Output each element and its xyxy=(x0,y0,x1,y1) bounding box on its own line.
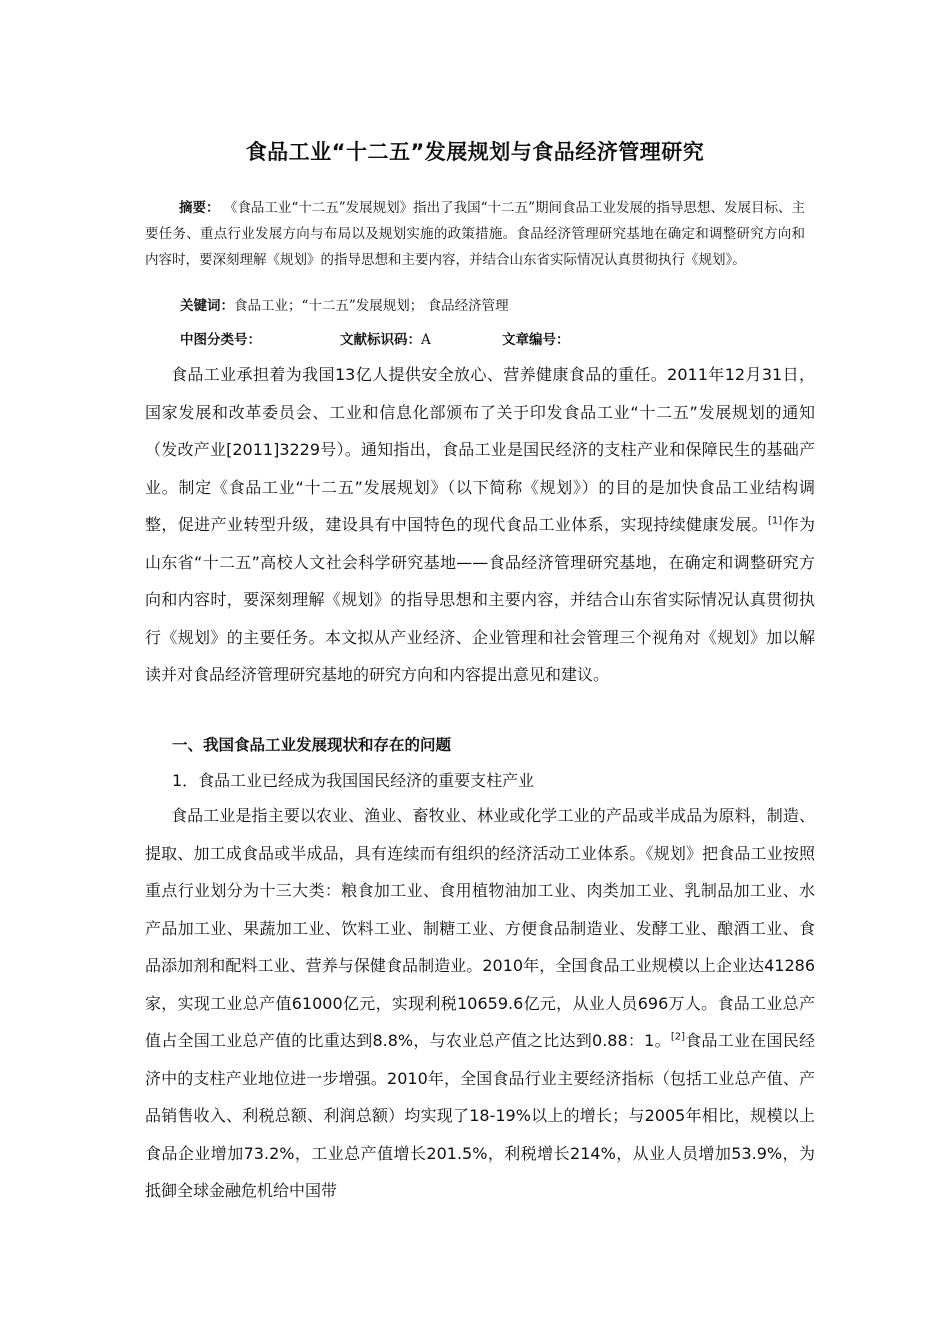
document-title: 食品工业“十二五”发展规划与食品经济管理研究 xyxy=(245,140,705,164)
intro-text-2: 作为山东省“十二五”高校人文社会科学研究基地——食品经济管理研究基地，在确定和调整研究方向和内容时，要深刻理解《规划》的指导思想和主要内容，并结合山东省实际情况认真贯彻执行《规划》的主要任务。本文拟从产业经济、企业管理和社会管理三个视角对《规划》加以解读并对食品经济管理研究基地的研究方向和内容提出意见和建议。 xyxy=(145,515,815,684)
clc-label: 中图分类号： xyxy=(180,332,261,348)
footnote-ref-1[interactable]: [1] xyxy=(768,515,783,527)
section-paragraph xyxy=(145,797,815,1210)
section-text-1: 食品工业是指主要以农业、渔业、畜牧业、林业或化学工业的产品或半成品为原料，制造、提取、加工成食品或半成品，具有连续而有组织的经济活动工业体系。《规划》把食品工业按照重点行业划分为十三大类：粮食加工业、食用植物油加工业、肉类加工业、乳制品加工业、水产品加工业、果蔬加工业、饮料工业、制糖工业、方便食品制造业、发酵工业、酿酒工业、食品添加剂和配料工业、营养与保健食品制造业。2010年，全国食品工业规模以上企业达41286家，实现工业总产值61000亿元，实现利税10659.6亿元，从业人员696万人。食品工业总产值占全国工业总产值的比重达到8.8%，与农业总产值之比达到0.88：1。 xyxy=(145,806,815,1050)
keywords-label: 关键词： xyxy=(180,298,234,314)
abstract-text: 《食品工业“十二五”发展规划》指出了我国“十二五”期间食品工业发展的指导思想、发展目标、主要任务、重点行业发展方向与布局以及规划实施的政策措施。食品经济管理研究基地在确定和调整研究方向和内容时，要深刻理解《规划》的指导思想和主要内容，并结合山东省实际情况认真贯彻执行《规划》。 xyxy=(145,200,806,268)
intro-text-1: 食品工业承担着为我国13亿人提供安全放心、营养健康食品的重任。2011年12月31日，国家发展和改革委员会、工业和信息化部颁布了关于印发食品工业“十二五”发展规划的通知（发改产业[2011]3229号）。通知指出，食品工业是国民经济的支柱产业和保障民生的基础产业。制定《食品工业“十二五”发展规划》（以下简称《规划》）的目的是加快食品工业结构调整，促进产业转型升级，建设具有中国特色的现代食品工业体系，实现持续健康发展。 xyxy=(145,365,815,534)
doc-code xyxy=(340,328,431,348)
keywords xyxy=(180,294,509,314)
section-text-2: 食品工业在国民经济中的支柱产业地位进一步增强。2010年，全国食品行业主要经济指标（包括工业总产值、产品销售收入、利税总额、利润总额）均实现了18-19%以上的增长；与2005年相比，规模以上食品企业增加73.2%，工业总产值增长201.5%，利税增长214%，从业人员增加53.9%，为抵御全球金融危机给中国带 xyxy=(145,1031,815,1200)
abstract xyxy=(145,195,805,273)
doc-code-value: A xyxy=(421,332,431,348)
intro-paragraph xyxy=(145,356,815,694)
article-no-label: 文章编号： xyxy=(502,332,570,348)
section-heading: 一、我国食品工业发展现状和存在的问题 xyxy=(172,736,452,754)
keywords-text: 食品工业；“十二五”发展规划； 食品经济管理 xyxy=(234,298,509,314)
doc-code-label: 文献标识码： xyxy=(340,332,421,348)
subsection-heading: 1．食品工业已经成为我国国民经济的重要支柱产业 xyxy=(172,771,535,790)
abstract-label: 摘要： xyxy=(179,200,220,216)
footnote-ref-2[interactable]: [2] xyxy=(670,1031,686,1043)
